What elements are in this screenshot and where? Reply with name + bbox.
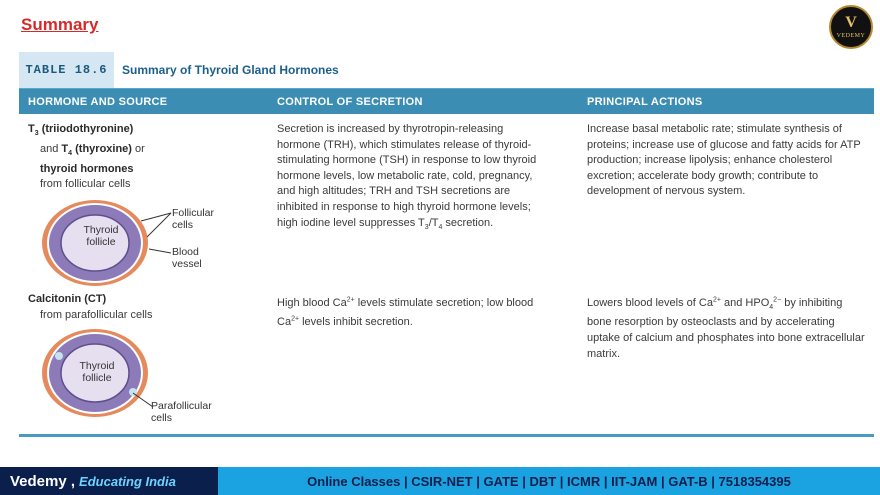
table-bottom-rule [19,434,874,437]
row1-actions-text: Increase basal metabolic rate; stimulate synthesis of proteins; increase use of glucose and fatty acids for ATP production; increase lipolysis; enhance cholesterol excretion; accelerate body growth; contribute to development of nervous system. [587,123,861,198]
row2-hormone-cell [28,292,258,323]
row2-control-text: High blood $Ca^{2+}$ levels stimulate secretion; low blood $Ca^{2+}$ levels inhibit secretion. [277,296,534,328]
header-control-secretion: CONTROL OF SECRETION [277,95,423,108]
row1-blood-vessel-label: Blood vessel [172,246,202,270]
row2-source: from parafollicular cells [40,308,153,321]
row1-actions-cell [587,122,867,200]
vedemy-logo [829,5,873,49]
row2-control-cell [277,292,547,331]
header-hormone-source: HORMONE AND SOURCE [28,95,168,108]
row2-hormone-name: Calcitonin (CT) [28,293,107,305]
footer-bar [0,467,880,495]
row2-actions-cell [587,292,867,362]
header-principal-actions: PRINCIPAL ACTIONS [587,95,703,108]
row1-source: from follicular cells [40,178,131,191]
row1-control-cell [277,122,547,235]
row1-leader-lines [139,207,179,267]
table-header-row [19,88,874,114]
row1-t4-label: and $T_4$ (thyroxine) or [40,142,145,157]
row2-actions-text: Lowers blood levels of $Ca^{2+}$ and $HPO_4^{2-}$ by inhibiting bone resorption by osteoclasts and by accelerating uptake of calcium and phosphates into bone extracellular matrix. [587,296,865,360]
row1-follicular-cells-label: Follicular cells [172,207,215,231]
parafollicular-cell [55,352,63,360]
footer-tagline: Educating India [79,473,176,489]
row2-leader-line [129,387,159,412]
row1-hormone-cell [28,122,258,193]
table-caption-row [19,52,874,88]
row2-follicle-label: Thyroid follicle [79,360,115,384]
row1-control-text: Secretion is increased by thyrotropin-releasing hormone (TRH), which stimulates release of thyroid-stimulating hormone (TSH) in response to low thyroid hormone levels, low metabolic rate, cold, pregnancy, and high altitudes; TRH and TSH secretions are inhibited in response to high thyroid hormone levels; high iodine level suppresses $T_3/T_4$ secretion. [277,123,537,231]
row1-t3-label: $T_3$ (triiodothyronine) [28,123,134,138]
footer-brand-name: Vedemy , [10,472,76,490]
logo-wordmark: VEDEMY [836,33,866,39]
footer-brand [0,467,218,495]
logo-letter: V [845,14,857,31]
footer-info: Online Classes | CSIR-NET | GATE | DBT | ICMR | IIT-JAM | GAT-B | 7518354395 [218,467,880,495]
hormone-table [19,52,874,436]
slide-title: Summary [21,15,99,34]
row2-parafollicular-label: Parafollicular cells [151,400,212,424]
row1-thyroid-hormones: thyroid hormones [40,162,134,175]
row1-follicle-label: Thyroid follicle [83,224,119,248]
table-caption: Summary of Thyroid Gland Hormones [122,63,339,77]
table-number-tag: TABLE 18.6 [19,52,114,88]
